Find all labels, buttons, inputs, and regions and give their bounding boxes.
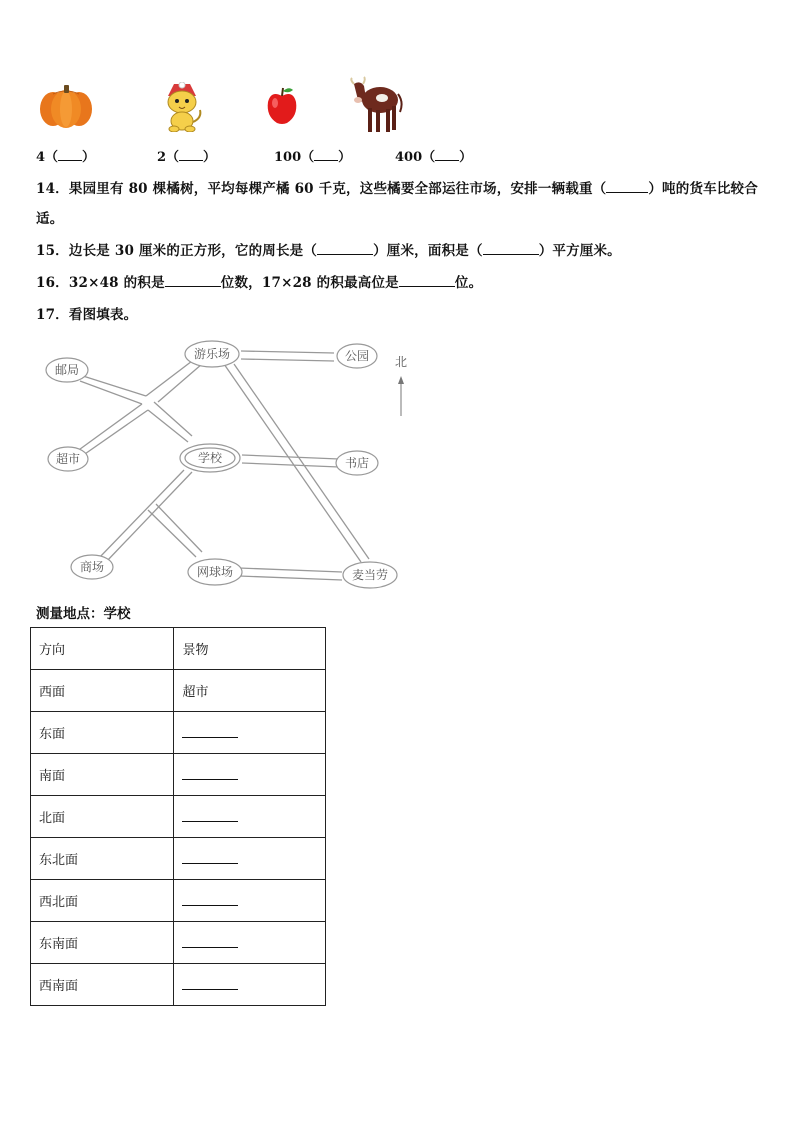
answer-blank[interactable] [182,891,238,906]
question-15-text-3: ）平方厘米。 [538,243,621,259]
option-label: 100（ [274,150,315,165]
place-label-mcdonalds: 麦当劳 [351,568,389,582]
table-row [31,922,326,964]
option-label: 4（ [36,150,59,165]
option-2 [157,146,216,165]
place-label-supermarket: 超市 [55,452,81,466]
question-15-text-2: ）厘米，面积是（ [373,243,483,259]
answer-blank[interactable] [182,975,238,990]
place-label-amusement-park: 游乐场 [193,347,231,361]
scenery-cell: 超市 [174,670,326,712]
cat-icon [160,82,204,136]
option-3 [274,146,351,165]
scenery-cell [174,838,326,880]
table-row [31,964,326,1006]
direction-cell: 东面 [31,712,174,754]
question-14-line-1 [36,177,758,197]
table-row [31,796,326,838]
table-row [31,838,326,880]
scenery-cell [174,796,326,838]
table-row [31,670,326,712]
scenery-cell [174,964,326,1006]
answer-blank[interactable] [182,723,238,738]
north-label: 北 [394,355,408,369]
option-1 [36,146,95,165]
question-17-title: 17．看图填表。 [36,307,138,323]
place-label-bookstore: 书店 [344,456,370,470]
answer-blank[interactable] [435,148,459,161]
table-row [31,712,326,754]
direction-cell: 西北面 [31,880,174,922]
answer-blank[interactable] [483,242,539,255]
answer-blank[interactable] [399,274,455,287]
question-14-text-3: 适。 [36,211,64,227]
direction-table [30,627,326,1006]
apple-icon [265,86,299,130]
question-14-line-2 [36,207,63,227]
option-close: ） [203,150,217,165]
question-16-text: 16．32×48 的积是 [36,275,165,291]
question-16-text-3: 位。 [454,275,483,291]
map-diagram [36,334,416,594]
place-label-school: 学校 [197,451,223,465]
direction-cell: 西南面 [31,964,174,1006]
place-label-tennis-court: 网球场 [196,565,234,579]
scenery-cell [174,712,326,754]
place-label-mall: 商场 [79,560,105,574]
direction-cell: 北面 [31,796,174,838]
direction-cell: 东南面 [31,922,174,964]
option-label: 2（ [157,150,180,165]
header-scenery: 景物 [174,628,326,670]
option-4 [395,146,472,165]
answer-blank[interactable] [179,148,203,161]
direction-cell: 东北面 [31,838,174,880]
answer-blank[interactable] [182,765,238,780]
answer-blank[interactable] [182,849,238,864]
question-14-text-2: ）吨的货车比较合 [648,181,758,197]
question-14-text: 14．果园里有 80 棵橘树，平均每棵产橘 60 千克，这些橘要全部运往市场，安排一辆载重（ [36,181,607,197]
option-close: ） [82,150,96,165]
pumpkin-icon [38,82,94,134]
answer-blank[interactable] [58,148,82,161]
question-15 [36,239,621,259]
answer-blank[interactable] [182,933,238,948]
north-arrow-icon [398,376,404,416]
table-row [31,880,326,922]
option-close: ） [338,150,352,165]
cow-icon [350,76,404,140]
scenery-cell [174,754,326,796]
answer-blank[interactable] [317,242,373,255]
place-label-post-office: 邮局 [54,363,80,377]
direction-cell: 西面 [31,670,174,712]
answer-blank[interactable] [314,148,338,161]
scenery-cell [174,880,326,922]
option-label: 400（ [395,150,436,165]
table-row [31,754,326,796]
question-16 [36,271,482,291]
question-15-text: 15．边长是 30 厘米的正方形，它的周长是（ [36,243,318,259]
table-header-row [31,628,326,670]
scenery-cell [174,922,326,964]
answer-blank[interactable] [182,807,238,822]
option-close: ） [459,150,473,165]
answer-blank[interactable] [165,274,221,287]
direction-cell: 南面 [31,754,174,796]
measure-point: 测量地点：学校 [36,606,131,622]
answer-blank[interactable] [606,180,648,193]
question-16-text-2: 位数，17×28 的积最高位是 [220,275,399,291]
header-direction: 方向 [31,628,174,670]
place-label-park: 公园 [344,349,370,363]
